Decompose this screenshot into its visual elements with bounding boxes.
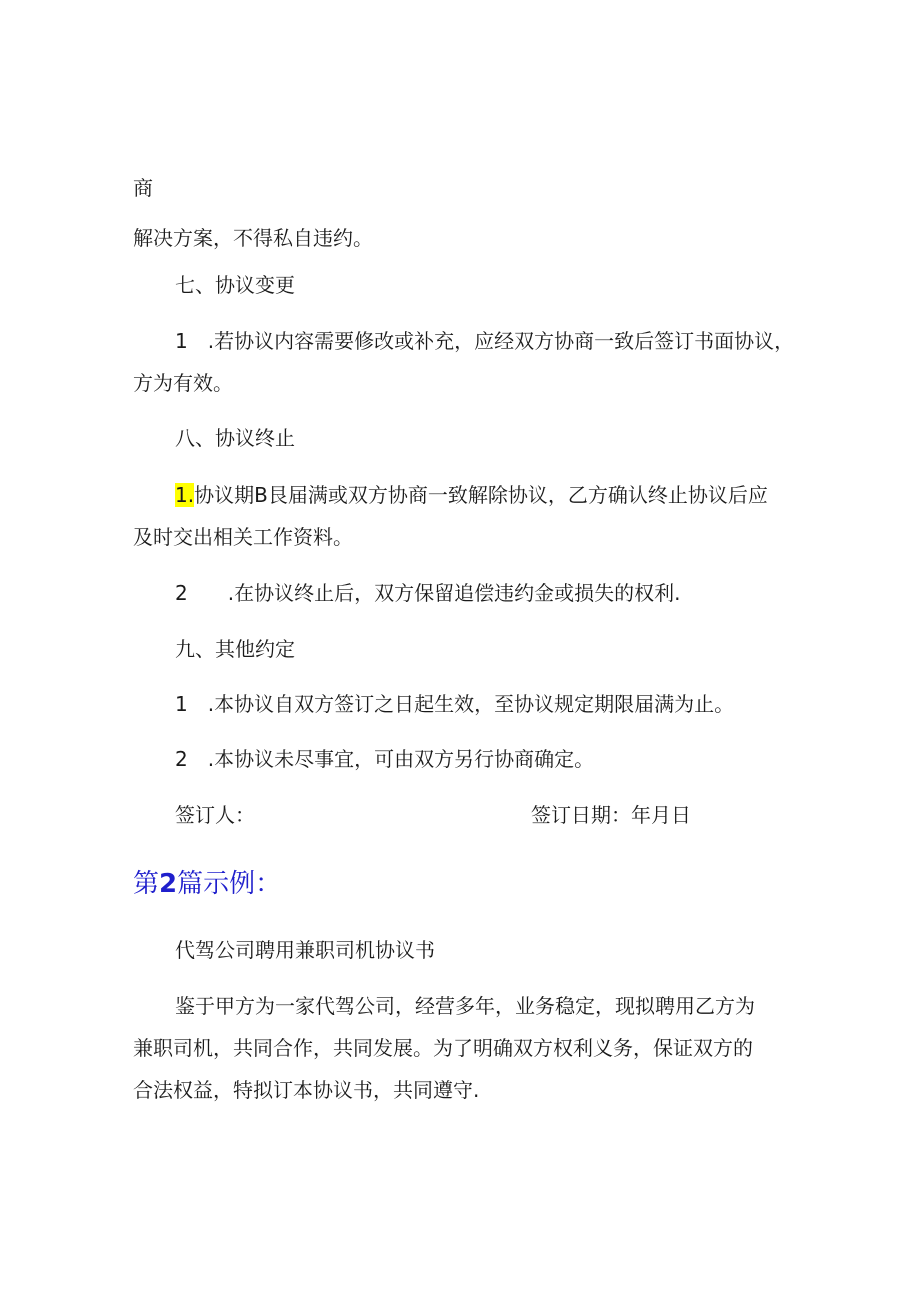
- text-span: 协议期B艮届满或双方协商一致解除协议，乙方确认终止协议后应: [194, 483, 768, 507]
- text-line: 商: [133, 176, 153, 200]
- signer-label: 签订人：: [175, 803, 255, 827]
- text-line: 2 .在协议终止后，双方保留追偿违约金或损失的权利.: [175, 581, 681, 605]
- text-line: 2 .本协议未尽事宜，可由双方另行协商确定。: [175, 747, 595, 771]
- text-line: [175, 482, 768, 508]
- example-heading: [133, 868, 281, 900]
- text-line: 方为有效。: [133, 371, 233, 395]
- text-line: 合法权益，特拟订本协议书，共同遵守.: [133, 1078, 480, 1102]
- text-line: 鉴于甲方为一家代驾公司，经营多年，业务稳定，现拟聘用乙方为: [175, 994, 755, 1018]
- highlighted-number: 1.: [175, 483, 195, 507]
- agreement-title: 代驾公司聘用兼职司机协议书: [175, 938, 435, 962]
- heading-number: 2: [159, 869, 178, 899]
- sign-date-label: 签订日期：年月日: [531, 803, 691, 827]
- heading-text: 篇示例：: [177, 869, 282, 899]
- text-line: 及时交出相关工作资料。: [133, 525, 353, 549]
- text-line: 1 .本协议自双方签订之日起生效，至协议规定期限届满为止。: [175, 692, 735, 716]
- text-line: 解决方案，不得私自违约。: [133, 226, 373, 250]
- text-line: 兼职司机，共同合作，共同发展。为了明确双方权利义务，保证双方的: [133, 1036, 753, 1060]
- section-heading-9: 九、其他约定: [175, 637, 295, 661]
- heading-text: 第: [133, 869, 160, 899]
- section-heading-7: 七、协议变更: [175, 273, 295, 297]
- section-heading-8: 八、协议终止: [175, 426, 295, 450]
- text-line: 1 .若协议内容需要修改或补充，应经双方协商一致后签订书面协议，: [175, 329, 795, 353]
